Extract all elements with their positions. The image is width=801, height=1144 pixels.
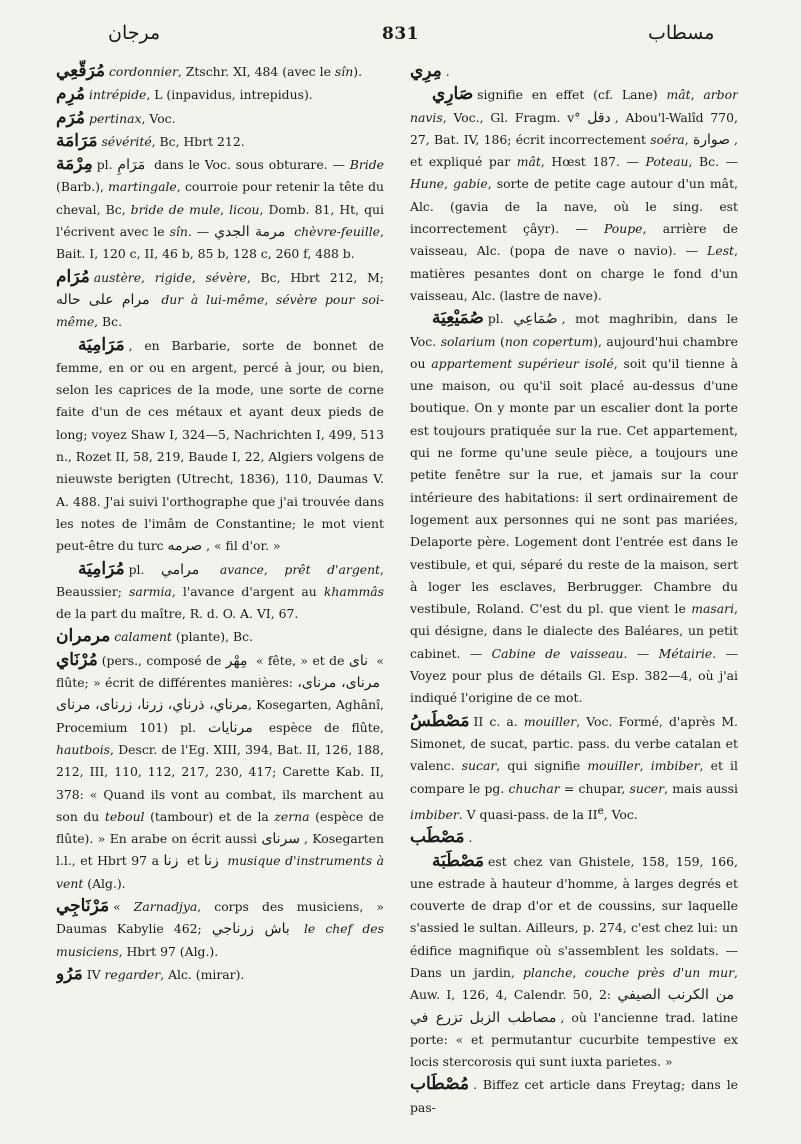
dictionary-entry (410, 60, 738, 83)
header-left-catchword: مرجان (108, 22, 161, 44)
gloss-italic: arbor navis (410, 87, 738, 125)
gloss-italic: mât (516, 154, 541, 170)
gloss-italic: planche (522, 965, 573, 980)
entry-text: , « fil d'or. » (206, 538, 281, 554)
dictionary-entry (56, 558, 384, 626)
gloss-italic: soéra (650, 131, 685, 147)
gloss-italic: calament (114, 629, 172, 645)
entry-text: , où l'ancienne trad. latine porte: « et permutantur cucurbite tempestive ex locis stercorosis qui sunt iuxta parietes. » (410, 1009, 738, 1070)
entry-text: « flûte; » écrit de différentes manières: (56, 652, 384, 691)
entry-headword: مَرَامِيَة (78, 334, 125, 355)
entry-text: , corps des musiciens, » Daumas Kabylie 462; (56, 898, 384, 937)
entry-text: , et expliqué par (410, 131, 738, 170)
entry-text: , qui signifie (496, 758, 588, 774)
dictionary-entry (56, 130, 384, 153)
gloss-italic: zerna (274, 808, 310, 824)
entry-text: . — (187, 224, 215, 240)
entry-text: signifie en effet (cf. Lane) (477, 87, 667, 103)
entry-text: , Voc. (603, 806, 638, 822)
arabic-form: مصاطب الزبل (469, 1009, 557, 1026)
gloss-italic: licou (229, 201, 260, 217)
arabic-form: صوارة (692, 131, 731, 148)
dictionary-entry (56, 60, 384, 83)
entry-text: , Voc., Gl. Fragm. v° (442, 109, 588, 125)
entry-headword: مُرِم (56, 84, 86, 105)
entry-text: , matières pesantes dont on charge le fond d'un vaisseau, Alc. (lastre de nave). (410, 243, 738, 303)
entry-text: , Hœst 187. — (540, 154, 646, 170)
gloss-italic: sucer (629, 780, 665, 796)
entry-text: , Bc. — (688, 154, 738, 170)
entry-text (203, 562, 220, 577)
dictionary-entry (56, 649, 384, 895)
gloss-italic: khammâs (323, 583, 384, 599)
entry-text: . — Voyez pour plus de détails Gl. Esp. 382—4, où j'ai indiqué l'origine de ce mot. (410, 645, 738, 706)
entry-text: , Bait. I, 120 c, II, 46 b, 85 b, 128 c, 260 f, 488 b. (56, 224, 384, 262)
entry-text: est chez van Ghistele, 158, 159, 166, une estrade à hauteur d'homme, à larges degrés et couverte de drap d'or et de coussins, sur laquelle s'assied le sultan. Ailleurs, p. 274, c'est chez lui: un édifice magnifique où s'assemblent les soldats. — Dans un jardin, (410, 853, 738, 980)
gloss-italic: avance (219, 561, 264, 577)
gloss-italic: rigide (154, 269, 192, 285)
entry-text: , et il compare le pg. (410, 758, 738, 796)
dictionary-entry (410, 850, 738, 1074)
entry-headword: مُصْطَاب (410, 1074, 469, 1095)
entry-text: , Bc. (94, 314, 123, 330)
entry-headword: مَصْطَسُ (410, 710, 470, 731)
arabic-form: باش زرناجي (211, 921, 290, 938)
dictionary-entry (410, 1073, 738, 1119)
gloss-italic: regarder (104, 966, 161, 982)
entry-text: espèce de flûte, (256, 719, 384, 735)
gloss-italic: sévère (205, 269, 247, 285)
entry-text: . (445, 64, 450, 79)
arabic-form: مرمة الجدي (214, 224, 286, 241)
entry-headword: مِرْمَة (56, 154, 93, 175)
dictionary-entry (56, 625, 384, 648)
entry-text: , Beaussier; (56, 561, 384, 599)
entry-text: de la part du maître, R. d. O. A. VI, 67. (56, 606, 299, 622)
entry-text: , mais aussi (664, 780, 738, 796)
gloss-italic: Poupe (603, 221, 643, 237)
gloss-italic: teboul (104, 808, 145, 824)
entry-text: (pers., composé de (101, 652, 226, 668)
entry-text: , Descr. de l'Eg. XIII, 394, Bat. II, 126, 188, 212, III, 110, 112, 217, 230, 417; Carette Kab. II, 378: « Quand ils vont au combat, ils marchent au son du (56, 741, 384, 824)
gloss-italic: chèvre-feuille (294, 224, 381, 240)
entry-text: . Biffez cet article dans Freytag; dans le pas- (410, 1077, 738, 1115)
entry-text: , soit qu'il tienne à une maison, ou qu'il soit placé au-dessus d'une boutique. On y monte par un escalier dont la porte est toujours pratiquée sur la rue. Cet appartement, qui ne forme qu'une seule pièce, a toujours une petite fenêtre sur la rue, et jamais sur la cour intérieure des habitations: il sert ordinairement de logement aux personnes qui ne sont pas mariées, Delaporte père. Logement dont l'entrée est dans le vestibule, et qui, séparé du reste de la maison, sert à loger les esclaves, Berbrugger. Chambre du vestibule, Roland. C'est du pl. que vient le (410, 355, 738, 617)
entry-text: ), aujourd'hui chambre ou (410, 333, 738, 371)
entry-text: pl. (487, 311, 514, 327)
entry-text: IV (86, 966, 105, 982)
arabic-form: زنا (163, 853, 179, 870)
arabic-form: صرمه (167, 538, 203, 555)
page-number: 831 (382, 24, 419, 44)
dictionary-entry (56, 83, 384, 106)
arabic-form: دقل (587, 109, 611, 126)
entry-text: , qui désigne, dans le dialecte des Baléares, un petit cabinet. — (410, 601, 738, 661)
entry-text: (Barb.), (56, 179, 109, 195)
entry-text: , (690, 87, 704, 103)
gloss-italic: chuchar (508, 780, 560, 796)
entry-text: ). (353, 64, 363, 79)
entry-headword: صُمَيْعِيَة (432, 308, 484, 329)
arabic-form: مِهْر (225, 652, 248, 669)
gloss-italic: musique d'instruments à vent (56, 853, 384, 891)
entry-headword: مَرْنَاجِي (56, 895, 110, 916)
dictionary-entry (56, 895, 384, 963)
entry-text: , Ztschr. XI, 484 (avec le (177, 64, 335, 79)
arabic-form: مرامي (160, 561, 200, 578)
entry-text: , (263, 561, 285, 577)
entry-text: (plante), Bc. (171, 629, 253, 645)
dictionary-entry (410, 826, 738, 849)
entry-text: e (597, 804, 604, 817)
entry-text: , (264, 291, 276, 307)
entry-headword: مِرِي (410, 61, 442, 81)
entry-text: . V quasi-pass. de la II (458, 806, 598, 822)
gloss-italic: sévérité (101, 133, 152, 149)
gloss-italic: imbiber (650, 758, 700, 774)
entry-text: dans le Voc. sous obturare. — (149, 157, 350, 173)
entry-text: II c. a. (473, 713, 524, 729)
gloss-italic: sévère pour soi-même (56, 291, 384, 330)
gloss-italic: intrépide (89, 87, 147, 103)
entry-text (463, 1010, 470, 1025)
dictionary-entry (56, 153, 384, 265)
entry-headword: مُرْنَاي (56, 649, 98, 670)
gloss-italic: pertinax (89, 110, 142, 126)
gloss-italic: Cabine de vaisseau (491, 645, 624, 661)
gloss-italic: sîn (169, 224, 188, 240)
left-column (56, 60, 384, 1135)
entry-text: pl. (128, 561, 161, 577)
gloss-italic: mouiller (523, 713, 577, 729)
entry-headword: صَارِي (432, 84, 474, 105)
gloss-italic: masari (691, 601, 735, 617)
entry-text: , (572, 965, 585, 980)
gloss-italic: solarium (440, 333, 496, 349)
entry-text: , Domb. 81, Ht, qui l'écrivent avec le (56, 201, 384, 240)
gloss-italic: sarmia (129, 583, 172, 599)
entry-text: , courroie pour retenir la tête du cheval, Bc, (56, 179, 384, 217)
entry-text: , Voc. Formé, d'après M. Simonet, de sucat, partic. pass. du verbe catalan et valenc. (410, 713, 738, 774)
gloss-italic: prêt d'argent (284, 561, 381, 577)
entry-text: , (444, 176, 454, 192)
entry-headword: مُرَام (56, 266, 90, 287)
entry-text: , L (inpavidus, intrepidus). (146, 87, 313, 103)
gloss-italic: non copertum (504, 333, 594, 349)
entry-headword: مَصْطَبَة (432, 850, 485, 871)
gloss-italic: sîn (334, 64, 354, 79)
entry-text: . — (623, 645, 659, 661)
entry-text: , (639, 758, 651, 774)
arabic-form: مرنايات (208, 719, 253, 736)
entry-text: , (684, 131, 693, 147)
entry-text: , mot maghribin, dans le Voc. (410, 311, 738, 349)
entry-text: (Alg.). (83, 875, 126, 891)
entry-text: , (141, 269, 155, 285)
entry-text: ( (495, 333, 505, 349)
entry-text: , Voc. (141, 110, 176, 126)
entry-text: , Alc. (mirar). (160, 966, 245, 982)
entry-headword: مَرُو (56, 963, 83, 984)
entry-text: , Bc, Hbrt 212. (151, 133, 245, 149)
entry-headword: مُرَامِيَة (78, 558, 125, 579)
entry-text: . (468, 830, 473, 846)
gloss-italic: sucar (461, 758, 497, 774)
gloss-italic: martingale (108, 179, 177, 195)
gloss-italic: couche près d'un mur (584, 965, 735, 980)
entry-text: , sorte de petite cage autour d'un mât, Alc. (gavia de la nave, où le sing. est incorrectement çâyr). — (410, 176, 738, 237)
entry-text: pl. (96, 157, 118, 173)
gloss-italic: mouiller (587, 758, 640, 774)
entry-headword: مُرَقَّعِي (56, 61, 105, 81)
gloss-italic: Zarnadjya (133, 898, 198, 914)
entry-text: , Abou'l-Walîd 770, 27, Bat. IV, 186; écrit incorrectement (410, 109, 738, 147)
arabic-form: مرنای، مرنای، مرناي، ذرناي، زرنا، زرنای، مرنای (56, 675, 380, 714)
entry-text: , Bc, Hbrt 212, M; (246, 269, 384, 285)
right-column (410, 60, 738, 1135)
entry-headword: مُرَم (56, 107, 86, 128)
arabic-form: نای (348, 652, 368, 669)
entry-text: et (182, 853, 204, 869)
dictionary-entry (410, 307, 738, 709)
gloss-italic: Lest (707, 243, 735, 259)
entry-text: , (220, 201, 230, 217)
entry-text: , l'avance d'argent au (171, 583, 324, 599)
dictionary-entry (410, 83, 738, 307)
gloss-italic: bride de mule (130, 201, 221, 217)
gloss-italic: imbiber (410, 806, 459, 822)
entry-text: , arrière de vaisseau, Alc. (popa de nave o navio). — (410, 221, 738, 259)
arabic-form: زنا (203, 853, 219, 870)
gloss-italic: Bride (349, 157, 384, 173)
arabic-form: سرنای (261, 831, 301, 848)
dictionary-entry (56, 107, 384, 130)
entry-text: , Kosegarten, Aghânî, Procemium 101) pl. (56, 697, 384, 735)
gloss-italic: gabie (453, 176, 488, 192)
entry-headword: مرمران (56, 626, 111, 647)
gloss-italic: cordonnier (108, 64, 178, 79)
gloss-italic: Hune (410, 176, 445, 192)
arabic-form: من الكرنب الصيفي تزرع في (410, 987, 734, 1026)
header-right-catchword: مسطاب (648, 22, 715, 44)
dictionary-entry (56, 963, 384, 986)
entry-text: , Kosegarten l.l., et Hbrt 97 a (56, 831, 384, 869)
gloss-italic: hautbois (56, 741, 111, 757)
arabic-form: مَرَامِ (117, 157, 146, 174)
entry-text: (tambour) et de la (144, 808, 275, 824)
gloss-italic: austère (93, 269, 142, 285)
dictionary-entry (56, 334, 384, 558)
gloss-italic: mât (666, 87, 691, 103)
entry-text: (espèce de flûte). » En arabe on écrit aussi (56, 808, 384, 847)
gloss-italic: Métairie (658, 645, 713, 661)
entry-text: , en Barbarie, sorte de bonnet de femme, en or ou en argent, percé à jour, ou bien, selon les caprices de la mode, une sorte de corne faite d'un de ces métaux et ayant deux pieds de long; voyez Shaw I, 324—5, Nachrichten I, 499, 513 n., Rozet II, 58, 219, Baude I, 22, Algiers volgens de nieuwste berigten (Utrecht, 1836), 110, Daumas V. A. 488. J'ai suivi l'orthographe que j'ai trouvée dans les notes de l'imâm de Constantine; le mot vient peut-être du turc (56, 337, 384, 554)
entry-text: « (113, 898, 134, 914)
gloss-italic: le chef des musiciens (56, 921, 384, 959)
entry-headword: مَرَامَة (56, 130, 98, 151)
dictionary-entry (56, 266, 384, 334)
entry-text (294, 921, 304, 936)
entry-headword: مَصْطَب (410, 827, 465, 848)
page-header (0, 16, 801, 50)
entry-text: , Auw. I, 126, 4, Calendr. 50, 2: (410, 965, 738, 1003)
entry-text: , Hbrt 97 (Alg.). (118, 943, 219, 959)
gloss-italic: appartement supérieur isolé (431, 355, 614, 371)
arabic-form: مرام على حاله (56, 291, 150, 308)
dictionary-entry (410, 710, 738, 827)
entry-text: « fête, » et de (251, 652, 349, 668)
gloss-italic: Poteau (645, 154, 689, 170)
arabic-form: صُمَاعِي (513, 311, 558, 328)
gloss-italic: dur à lui-même (161, 291, 265, 307)
entry-text: = chupar, (559, 780, 630, 796)
entry-text: , (191, 269, 206, 285)
